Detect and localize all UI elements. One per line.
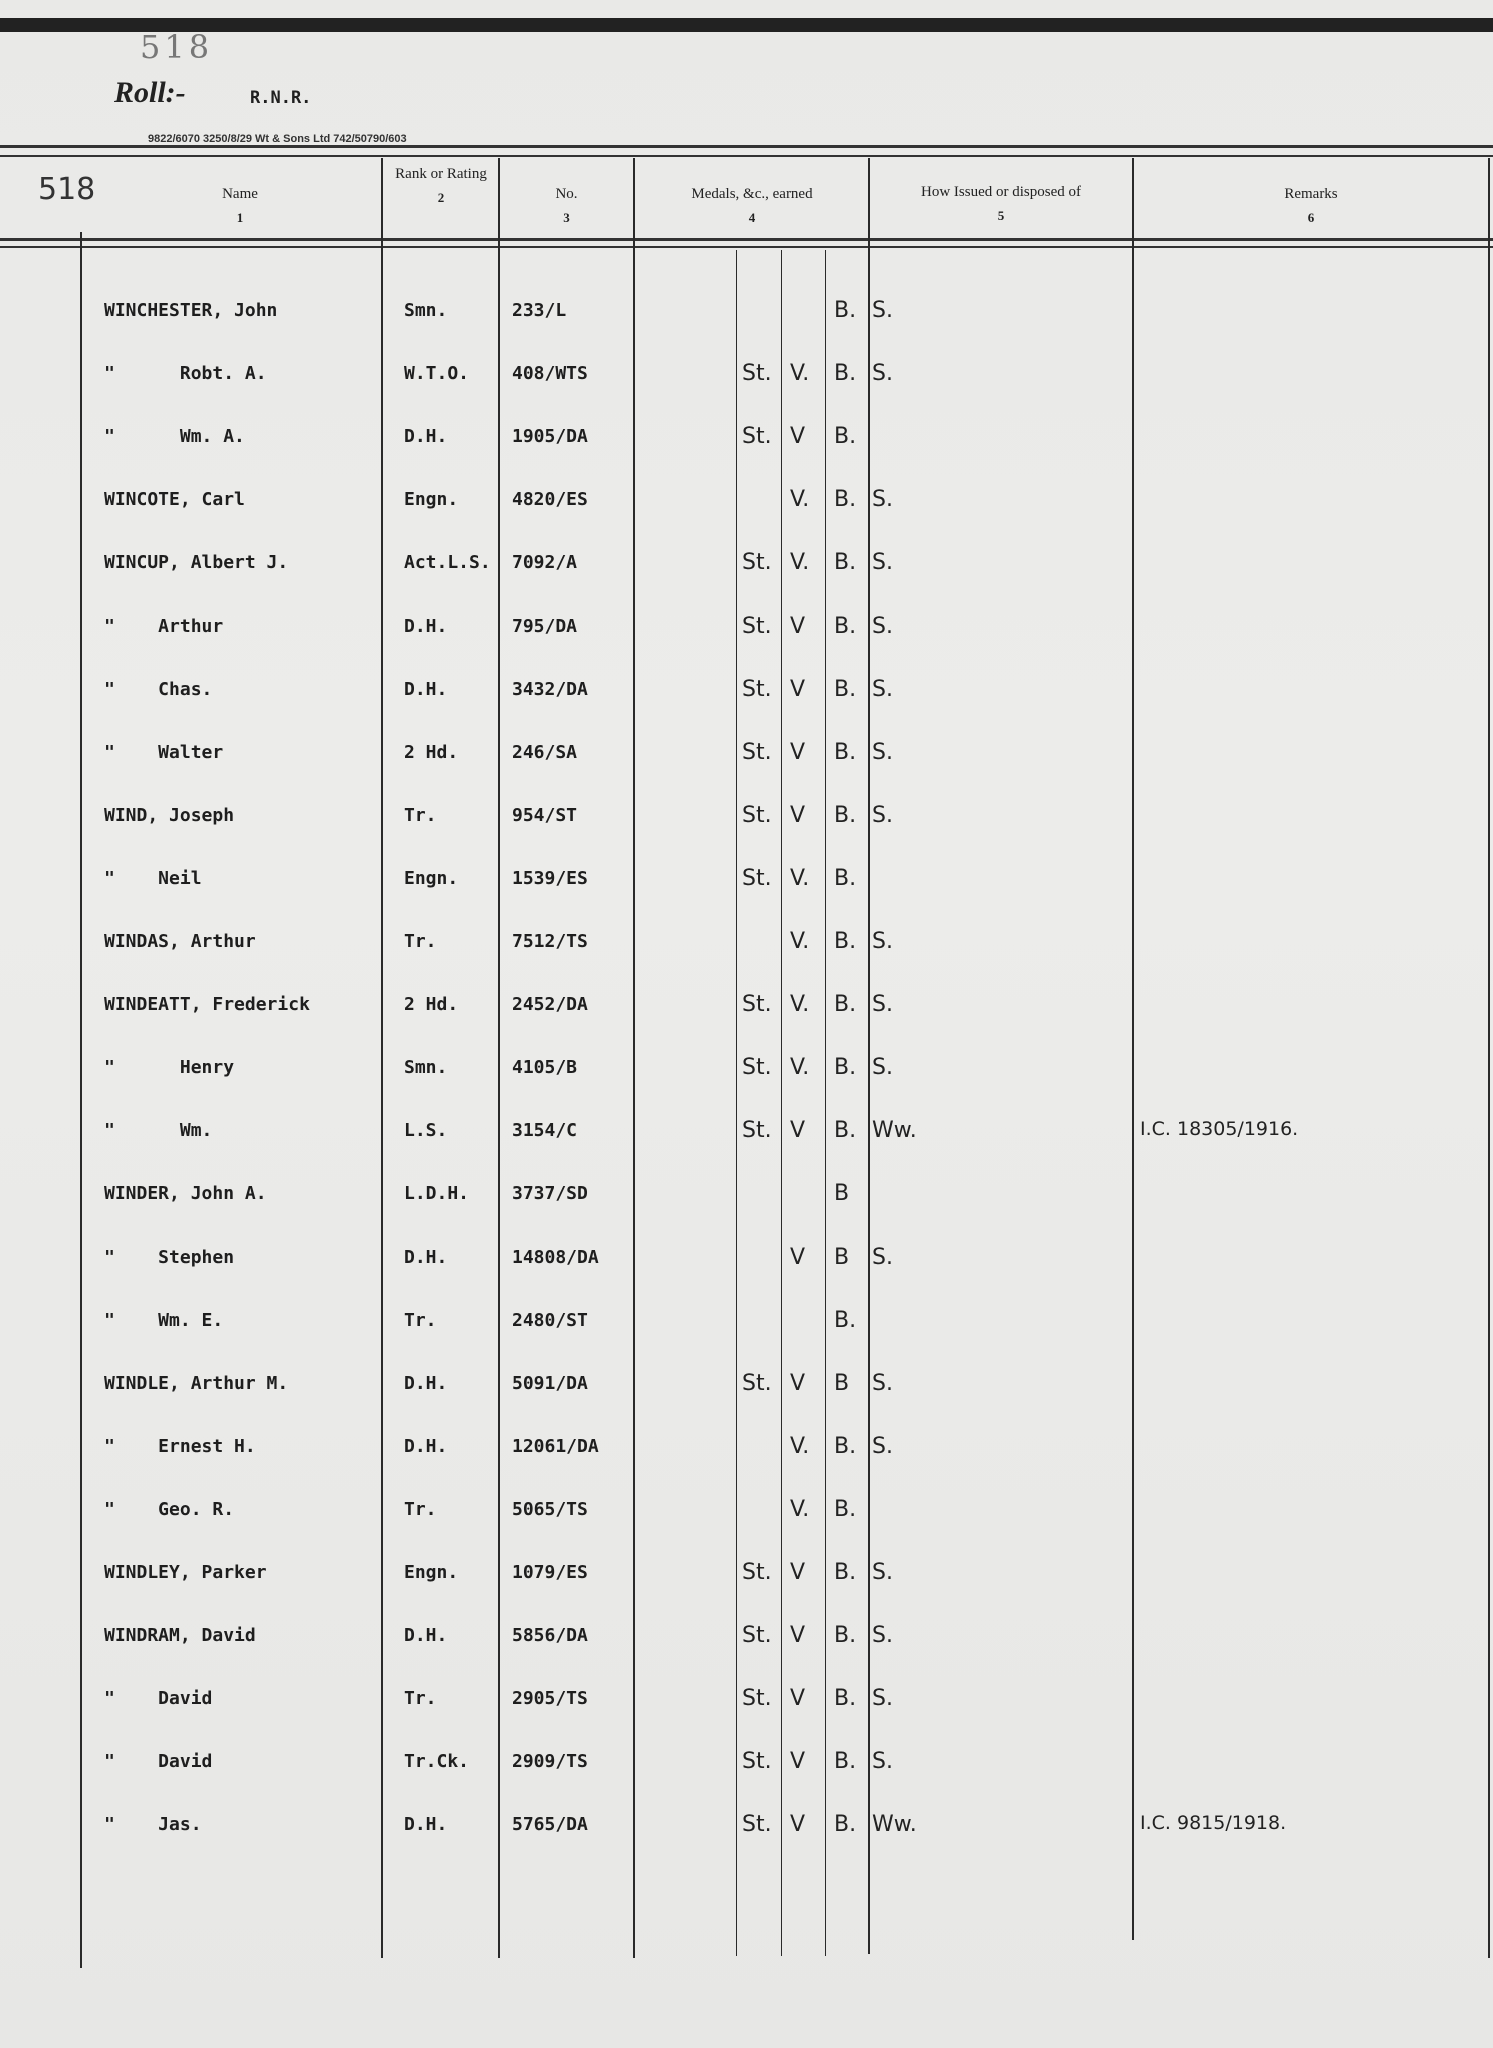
header-bottom-rule-thin — [0, 246, 1493, 248]
rank-cell: D.H. — [404, 1372, 448, 1394]
issued-cell: S. — [872, 1560, 893, 1585]
column-header-remarks: Remarks 6 — [1284, 186, 1338, 225]
medal-victory-cell: V — [790, 1560, 806, 1585]
medal-victory-cell: V. — [790, 550, 810, 576]
rank-cell: W.T.O. — [404, 363, 470, 385]
name-cell: " Wm. E. — [104, 1309, 224, 1331]
number-cell: 3737/SD — [512, 1183, 588, 1205]
margin-page-number: 518 — [38, 172, 96, 207]
number-cell: 2905/TS — [512, 1688, 588, 1710]
issued-cell: S. — [872, 487, 893, 513]
col-rule-2 — [498, 158, 500, 1958]
medal-victory-cell: V. — [790, 992, 810, 1018]
name-cell: " Neil — [104, 867, 202, 889]
header-bottom-rule — [0, 238, 1493, 241]
name-cell: WINDAS, Arthur — [104, 931, 256, 952]
name-cell: WINDEATT, Frederick — [104, 994, 310, 1016]
medal-british-cell: B — [834, 1370, 850, 1396]
medal-victory-cell: V. — [790, 361, 810, 387]
issued-cell: S. — [872, 298, 893, 323]
medal-star-cell: St. — [742, 1370, 772, 1396]
number-cell: 795/DA — [512, 615, 578, 637]
medal-victory-cell: V — [790, 1370, 806, 1396]
medal-british-cell: B. — [834, 1433, 857, 1459]
number-cell: 5065/TS — [512, 1498, 588, 1520]
number-cell: 1539/ES — [512, 867, 588, 889]
medal-british-cell: B. — [834, 1623, 857, 1649]
number-cell: 7092/A — [512, 552, 578, 574]
medal-british-cell: B — [834, 1244, 850, 1270]
issued-cell: S. — [872, 1623, 893, 1649]
remarks-cell: I.C. 9815/1918. — [1140, 1812, 1287, 1835]
medal-victory-cell: V — [790, 1118, 806, 1144]
medal-british-cell: B. — [834, 1307, 857, 1333]
issued-cell: S. — [872, 550, 893, 576]
page-number-top: 518 — [140, 28, 214, 66]
issued-cell: S. — [872, 1370, 893, 1396]
name-cell: " Robt. A. — [104, 363, 267, 385]
issued-cell: S. — [872, 802, 893, 828]
medal-british-cell: B. — [834, 424, 857, 450]
medal-british-cell: B. — [834, 1812, 857, 1838]
medal-star-cell: St. — [742, 802, 772, 828]
number-cell: 233/L — [512, 300, 567, 321]
medal-star-cell: St. — [742, 992, 772, 1018]
name-cell: " Wm. — [104, 1120, 213, 1142]
issued-cell: S. — [872, 613, 893, 639]
medal-star-cell: St. — [742, 613, 772, 639]
name-cell: WINDLE, Arthur M. — [104, 1372, 289, 1394]
medal-victory-cell: V — [790, 424, 806, 450]
medal-victory-cell: V — [790, 739, 806, 765]
medal-victory-cell: V. — [790, 487, 810, 513]
medal-star-cell: St. — [742, 739, 772, 765]
column-header-rank: Rank or Rating 2 — [395, 166, 487, 205]
medal-star-cell: St. — [742, 550, 772, 576]
rank-cell: Act.L.S. — [404, 552, 491, 574]
rank-cell: Engn. — [404, 867, 459, 889]
rank-cell: D.H. — [404, 1435, 448, 1457]
rank-cell: D.H. — [404, 615, 448, 637]
name-cell: " Stephen — [104, 1246, 235, 1268]
name-cell: WINDRAM, David — [104, 1625, 256, 1647]
number-cell: 1905/DA — [512, 426, 588, 448]
name-cell: " Geo. R. — [104, 1498, 235, 1520]
number-cell: 2909/TS — [512, 1751, 588, 1773]
roll-value: R.N.R. — [250, 88, 312, 108]
medal-british-cell: B. — [834, 550, 857, 576]
number-cell: 5765/DA — [512, 1814, 588, 1836]
number-cell: 2452/DA — [512, 994, 588, 1016]
name-cell: WINDER, John A. — [104, 1183, 267, 1205]
number-cell: 1079/ES — [512, 1562, 588, 1583]
name-cell: WINCHESTER, John — [104, 300, 278, 321]
issued-cell: S. — [872, 361, 893, 387]
rank-cell: Tr. — [404, 1309, 437, 1331]
rank-cell: D.H. — [404, 1625, 448, 1647]
number-cell: 2480/ST — [512, 1309, 588, 1331]
medal-british-cell: B. — [834, 613, 857, 639]
rank-cell: L.S. — [404, 1120, 448, 1142]
rank-cell: D.H. — [404, 1814, 448, 1836]
roll-label: Roll:- — [114, 76, 186, 109]
medal-british-cell: B. — [834, 1749, 857, 1775]
issued-cell: Ww. — [872, 1118, 917, 1144]
col-rule-5 — [1132, 158, 1134, 1940]
rank-cell: Smn. — [404, 1057, 448, 1079]
number-cell: 5091/DA — [512, 1372, 588, 1394]
rank-cell: 2 Hd. — [404, 741, 459, 763]
number-cell: 3154/C — [512, 1120, 578, 1142]
medal-british-cell: B. — [834, 739, 857, 765]
medal-british-cell: B. — [834, 1055, 857, 1081]
medal-victory-cell: V — [790, 802, 806, 828]
issued-cell: S. — [872, 1749, 893, 1775]
medal-british-cell: B. — [834, 1686, 857, 1712]
margin-rule — [80, 232, 82, 1968]
medal-star-cell: St. — [742, 1118, 772, 1144]
medal-british-cell: B. — [834, 676, 857, 702]
medal-victory-cell: V. — [790, 1496, 810, 1522]
number-cell: 408/WTS — [512, 363, 588, 385]
medal-british-cell: B. — [834, 992, 857, 1018]
number-cell: 3432/DA — [512, 678, 588, 700]
medal-victory-cell: V — [790, 613, 806, 639]
col-rule-4 — [868, 158, 870, 1954]
remarks-cell: I.C. 18305/1916. — [1140, 1118, 1299, 1141]
name-cell: WIND, Joseph — [104, 804, 235, 826]
medal-british-cell: B. — [834, 865, 857, 891]
printer-imprint: 9822/6070 3250/8/29 Wt & Sons Ltd 742/50790/603 — [148, 133, 407, 145]
header-top-rule-thin — [0, 155, 1493, 157]
name-cell: " Ernest H. — [104, 1435, 256, 1457]
column-header-medals: Medals, &c., earned 4 — [691, 186, 813, 225]
medal-victory-cell: V — [790, 1749, 806, 1775]
name-cell: " Walter — [104, 741, 224, 763]
medal-british-cell: B. — [834, 929, 857, 954]
issued-cell: S. — [872, 992, 893, 1018]
medal-rule-b — [781, 250, 782, 1956]
number-cell: 246/SA — [512, 741, 578, 763]
rank-cell: 2 Hd. — [404, 994, 459, 1016]
issued-cell: S. — [872, 676, 893, 702]
medal-victory-cell: V. — [790, 1055, 810, 1081]
medal-victory-cell: V — [790, 1244, 806, 1270]
medal-victory-cell: V. — [790, 865, 810, 891]
name-cell: " David — [104, 1751, 213, 1773]
column-header-name: Name 1 — [222, 186, 258, 225]
rank-cell: Tr. — [404, 1498, 437, 1520]
medal-star-cell: St. — [742, 361, 772, 387]
col-rule-3 — [633, 158, 635, 1958]
top-rule — [0, 18, 1493, 32]
medal-victory-cell: V — [790, 1812, 806, 1838]
name-cell: " Wm. A. — [104, 426, 245, 448]
medal-british-cell: B. — [834, 1118, 857, 1144]
column-header-number: No. 3 — [555, 186, 578, 225]
medal-british-cell: B — [834, 1181, 850, 1207]
medal-victory-cell: V. — [790, 1433, 810, 1459]
medal-star-cell: St. — [742, 1560, 772, 1585]
name-cell: " Arthur — [104, 615, 224, 637]
number-cell: 7512/TS — [512, 931, 588, 952]
medal-british-cell: B. — [834, 1496, 857, 1522]
medal-star-cell: St. — [742, 1749, 772, 1775]
number-cell: 12061/DA — [512, 1435, 599, 1457]
name-cell: " Jas. — [104, 1814, 202, 1836]
medal-british-cell: B. — [834, 361, 857, 387]
name-cell: " Henry — [104, 1057, 235, 1079]
medal-rule-c — [825, 250, 826, 1956]
medal-star-cell: St. — [742, 865, 772, 891]
number-cell: 954/ST — [512, 804, 578, 826]
medal-star-cell: St. — [742, 1623, 772, 1649]
rank-cell: D.H. — [404, 678, 448, 700]
rank-cell: Engn. — [404, 489, 459, 511]
issued-cell: S. — [872, 1433, 893, 1459]
issued-cell: S. — [872, 1055, 893, 1081]
issued-cell: S. — [872, 739, 893, 765]
rank-cell: L.D.H. — [404, 1183, 470, 1205]
rank-cell: D.H. — [404, 1246, 448, 1268]
rank-cell: Tr. — [404, 1688, 437, 1710]
col-rule-6 — [1488, 158, 1490, 1958]
medal-star-cell: St. — [742, 1055, 772, 1081]
rank-cell: Engn. — [404, 1562, 459, 1583]
rank-cell: Smn. — [404, 300, 448, 321]
medal-star-cell: St. — [742, 424, 772, 450]
medal-british-cell: B. — [834, 487, 857, 513]
issued-cell: Ww. — [872, 1812, 917, 1838]
name-cell: " David — [104, 1688, 213, 1710]
rank-cell: Tr. — [404, 931, 437, 952]
issued-cell: S. — [872, 929, 893, 954]
medal-british-cell: B. — [834, 298, 857, 323]
name-cell: WINCOTE, Carl — [104, 489, 245, 511]
issued-cell: S. — [872, 1686, 893, 1712]
medal-victory-cell: V. — [790, 929, 810, 954]
name-cell: " Chas. — [104, 678, 213, 700]
name-cell: WINDLEY, Parker — [104, 1562, 267, 1583]
rank-cell: D.H. — [404, 426, 448, 448]
medal-star-cell: St. — [742, 676, 772, 702]
header-top-rule — [0, 145, 1493, 148]
column-header-issued: How Issued or disposed of 5 — [921, 184, 1081, 223]
medal-british-cell: B. — [834, 802, 857, 828]
col-rule-1 — [381, 158, 383, 1958]
name-cell: WINCUP, Albert J. — [104, 552, 289, 574]
medal-victory-cell: V — [790, 676, 806, 702]
medal-victory-cell: V — [790, 1686, 806, 1712]
number-cell: 4105/B — [512, 1057, 578, 1079]
number-cell: 4820/ES — [512, 489, 588, 511]
medal-star-cell: St. — [742, 1686, 772, 1712]
issued-cell: S. — [872, 1244, 893, 1270]
medal-victory-cell: V — [790, 1623, 806, 1649]
medal-british-cell: B. — [834, 1560, 857, 1585]
number-cell: 14808/DA — [512, 1246, 599, 1268]
rank-cell: Tr.Ck. — [404, 1751, 470, 1773]
number-cell: 5856/DA — [512, 1625, 588, 1647]
medal-rule-a — [736, 250, 737, 1956]
rank-cell: Tr. — [404, 804, 437, 826]
medal-star-cell: St. — [742, 1812, 772, 1838]
